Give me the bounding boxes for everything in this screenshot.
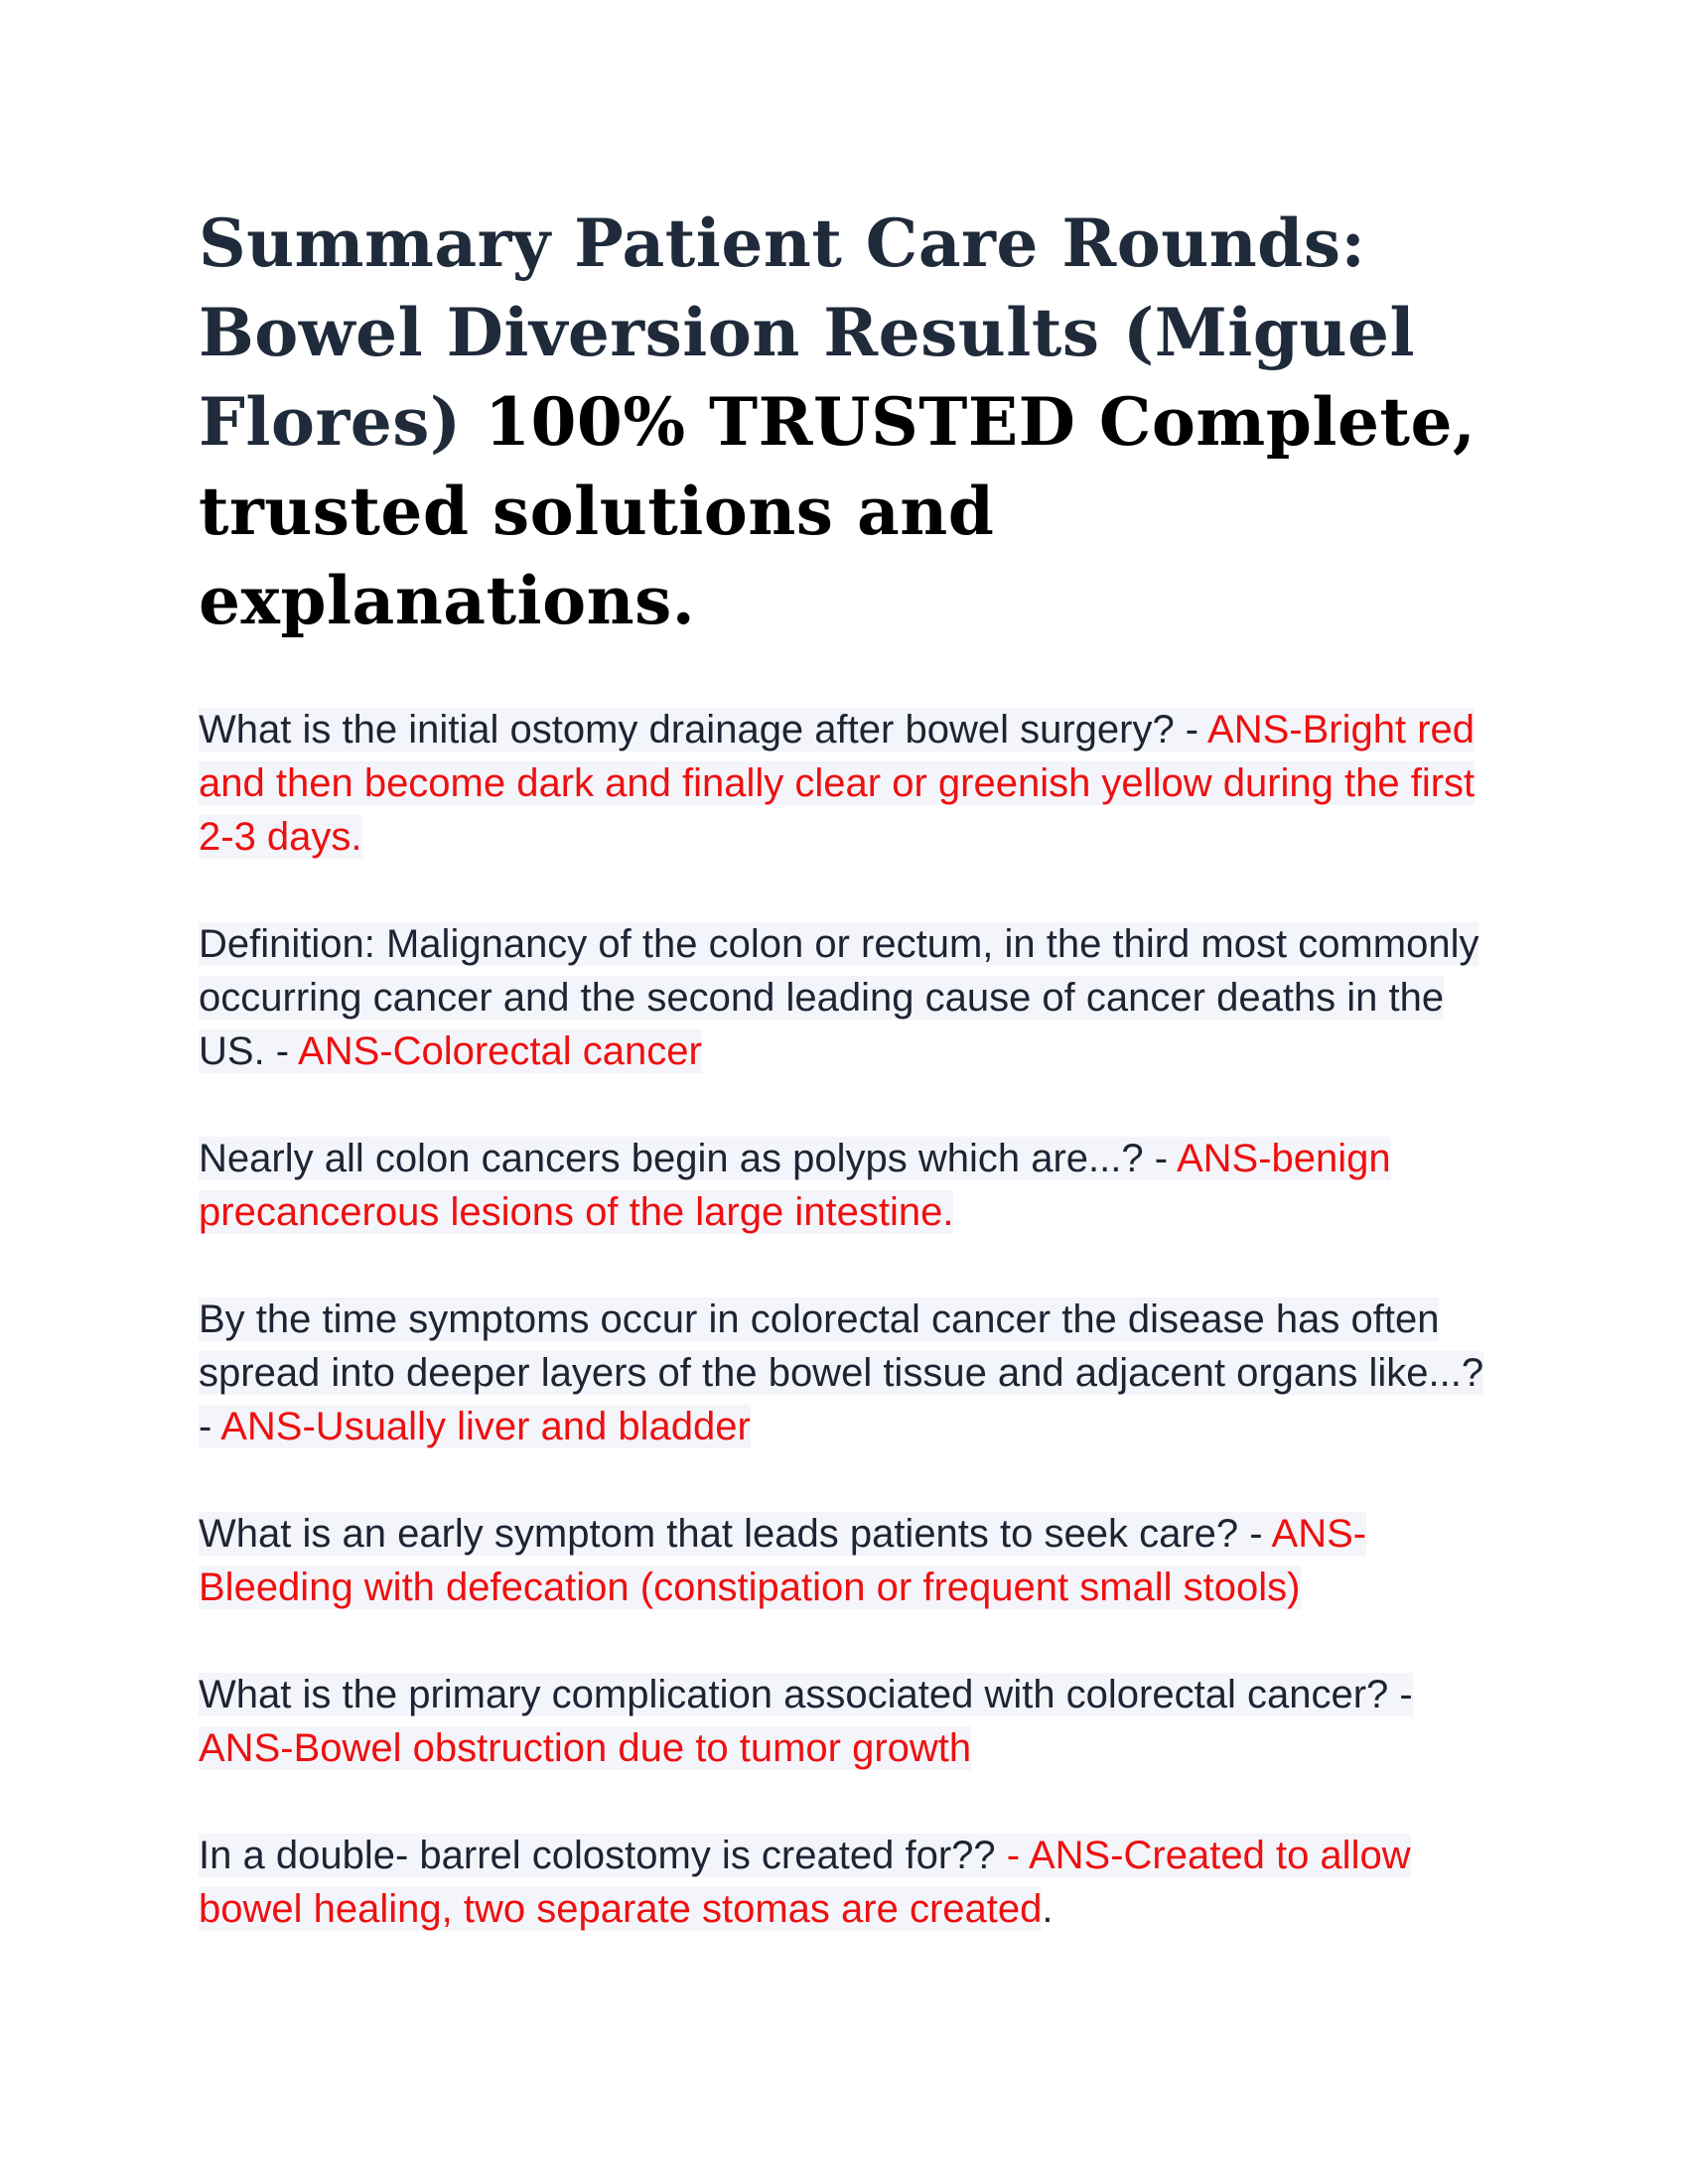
answer-text: - ANS-Created to allow bowel healing, two separate stomas are created — [199, 1834, 1411, 1931]
answer-text: ANS-benign precancerous lesions of the large intestine. — [199, 1137, 1391, 1234]
title-part-1: Summary Patient Care Rounds: Bowel Diversion Results (Miguel Flores) — [199, 205, 1416, 461]
question-text: What is the primary complication associated with colorectal cancer? - — [199, 1673, 1413, 1716]
title-part-2: 100% TRUSTED Complete, trusted solutions and explanations. — [199, 383, 1477, 639]
question-text: What is an early symptom that leads patients to seek care? - — [199, 1512, 1272, 1556]
qa-item — [199, 1132, 1499, 1239]
question-text: Definition: Malignancy of the colon or rectum, in the third most commonly occurring cancer and the second leading cause of cancer deaths in the US. - — [199, 922, 1479, 1073]
question-text: In a double- barrel colostomy is created for?? — [199, 1834, 1007, 1877]
qa-item — [199, 1668, 1499, 1775]
qa-item — [199, 1507, 1499, 1614]
answer-text: ANS-Bright red and then become dark and finally clear or greenish yellow during the first 2-3 days. — [199, 708, 1476, 859]
answer-text: ANS-Colorectal cancer — [298, 1029, 702, 1073]
question-text: What is the initial ostomy drainage after bowel surgery? - — [199, 708, 1208, 751]
answer-text: ANS-Bowel obstruction due to tumor growth — [199, 1726, 972, 1770]
answer-text: ANS-Usually liver and bladder — [220, 1405, 751, 1448]
qa-item — [199, 917, 1499, 1078]
document-title — [199, 199, 1499, 645]
answer-text: ANS-Bleeding with defecation (constipation or frequent small stools) — [199, 1512, 1367, 1609]
question-text: By the time symptoms occur in colorectal cancer the disease has often spread into deeper layers of the bowel tissue and adjacent organs like...? - — [199, 1297, 1484, 1448]
question-text: Nearly all colon cancers begin as polyps which are...? - — [199, 1137, 1177, 1180]
qa-item — [199, 703, 1499, 864]
trailing-text: . — [1042, 1887, 1054, 1931]
qa-item — [199, 1829, 1499, 1936]
document-page — [199, 199, 1499, 1989]
qa-item — [199, 1293, 1499, 1453]
